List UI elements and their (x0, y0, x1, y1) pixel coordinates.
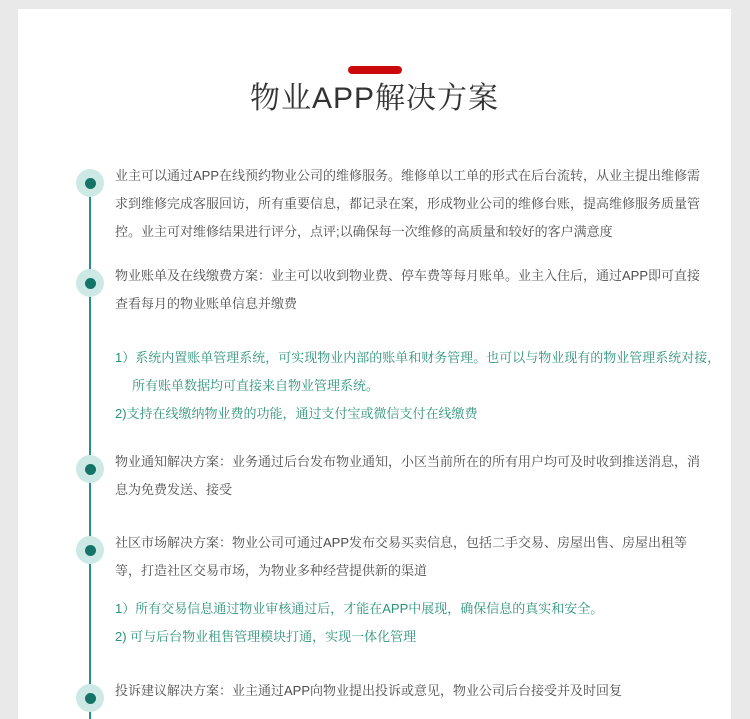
timeline-dot-core-icon (85, 278, 96, 289)
page-header (18, 9, 731, 114)
timeline-dot-core-icon (85, 178, 96, 189)
timeline-item-repair (18, 162, 731, 246)
content-card (18, 9, 731, 719)
timeline-dot-icon (76, 536, 104, 564)
timeline-dot-icon (76, 684, 104, 712)
solution-item-text: 投诉建议解决方案：业主通过APP向物业提出投诉或意见，物业公司后台接受并及时回复 (115, 683, 623, 698)
timeline-item-billing (18, 262, 731, 318)
solution-item-text: 物业通知解决方案：业务通过后台发布物业通知，小区当前所在的所有用户均可及时收到推送消息，消息为免费发送、接受 (115, 454, 701, 497)
timeline-dot-icon (76, 169, 104, 197)
timeline-dot-core-icon (85, 693, 96, 704)
timeline-item-market (18, 529, 731, 585)
billing-note-list (18, 344, 731, 428)
solution-timeline (18, 162, 731, 705)
solution-item-text: 社区市场解决方案：物业公司可通过APP发布交易买卖信息，包括二手交易、房屋出售、房屋出租等等，打造社区交易市场，为物业多种经营提供新的渠道 (115, 535, 688, 578)
note-line: 1）系统内置账单管理系统，可实现物业内部的账单和财务管理。也可以与物业现有的物业管理系统对接， (115, 350, 721, 365)
note-line: 2)支持在线缴纳物业费的功能，通过支付宝或微信支付在线缴费 (115, 406, 478, 421)
timeline-dot-icon (76, 455, 104, 483)
market-note-list (18, 595, 731, 651)
timeline-dot-core-icon (85, 464, 96, 475)
timeline-item-notice (18, 448, 731, 504)
note-line: 所有账单数据均可直接来自物业管理系统。 (132, 378, 380, 393)
page-title: 物业APP解决方案 (249, 82, 500, 115)
title-accent-bar (348, 66, 402, 74)
timeline-dot-core-icon (85, 545, 96, 556)
note-line: 1）所有交易信息通过物业审核通过后，才能在APP中展现，确保信息的真实和安全。 (115, 601, 604, 616)
timeline-item-complaint (18, 677, 731, 705)
timeline-dot-icon (76, 269, 104, 297)
solution-item-text: 物业账单及在线缴费方案：业主可以收到物业费、停车费等每月账单。业主入住后，通过APP即可直接查看每月的物业账单信息并缴费 (115, 268, 701, 311)
note-line: 2) 可与后台物业租售管理模块打通，实现一体化管理 (115, 629, 417, 644)
solution-item-text: 业主可以通过APP在线预约物业公司的维修服务。维修单以工单的形式在后台流转，从业主提出维修需求到维修完成客服回访，所有重要信息，都记录在案，形成物业公司的维修台账，提高维修服务质量管控。业主可对维修结果进行评分，点评;以确保每一次维修的高质量和较好的客户满意度 (115, 168, 701, 239)
